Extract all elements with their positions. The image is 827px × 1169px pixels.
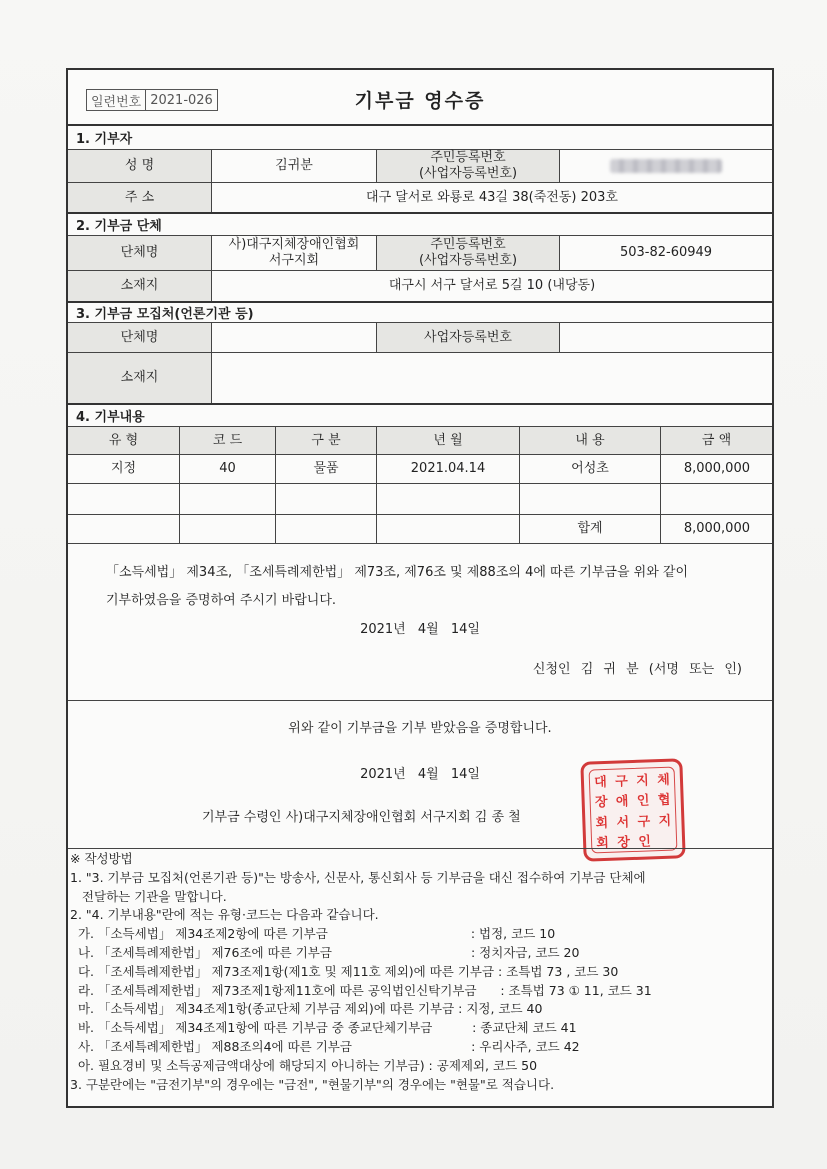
org-location-label: 소재지 — [68, 271, 211, 301]
seal-char: 장 — [617, 835, 631, 851]
notes-line: 3. 구분란에는 "금전기부"의 경우에는 "금전", "현물기부"의 경우에는 "현물"로 적습니다. — [70, 1076, 555, 1092]
receipt-date: 2021년 4월 14일 — [360, 767, 480, 782]
notes-line: 라. 「조세특례제한법」 제73조제1항제11호에 따른 공익법인신탁기부금 : 조특법 73 ① 11, 코드 31 — [70, 982, 652, 998]
donor-name-label: 성 명 — [68, 150, 211, 182]
org-id-label — [377, 236, 559, 270]
notes-line: 나. 「조세특례제한법」 제76조에 따른 기부금 : 정치자금, 코드 20 — [70, 944, 580, 960]
org-name-label: 단체명 — [68, 236, 211, 270]
row1-code: 40 — [219, 461, 236, 476]
total-value: 8,000,000 — [683, 521, 750, 536]
seal-characters — [589, 767, 678, 854]
col-header-code: 코 드 — [180, 427, 275, 454]
seal-char: 인 — [638, 834, 652, 851]
section2-heading: 2. 기부금 단체 — [76, 218, 162, 234]
donation-receipt-form — [66, 68, 774, 1108]
notes-line: 사. 「조세특례제한법」 제88조의4에 따른 기부금 : 우리사주, 코드 42 — [70, 1038, 580, 1054]
col-header-amount: 금 액 — [661, 427, 772, 454]
collector-name-label: 단체명 — [68, 323, 211, 352]
row1-category: 물품 — [313, 461, 339, 476]
seal-char: 구 — [614, 773, 629, 790]
org-name-line1: 사)대구지체장애인협회 — [228, 237, 360, 252]
official-seal-stamp — [580, 758, 685, 861]
col-header-date: 년 월 — [377, 427, 519, 454]
notes-line: 1. "3. 기부금 모집처(언론기관 등)"는 방송사, 신문사, 통신회사 등 기부금을 대신 접수하여 기부금 단체에 — [70, 869, 646, 885]
seal-char: 인 — [636, 793, 650, 810]
notes-line: 전달하는 기관을 말합니다. — [70, 888, 227, 904]
collector-location-label: 소재지 — [68, 353, 211, 403]
row1-type: 지정 — [110, 461, 137, 476]
row1-content: 어성초 — [571, 461, 609, 476]
org-name-line2: 서구지회 — [268, 253, 320, 268]
org-id-value: 503-82-60949 — [619, 245, 713, 260]
seal-char: 구 — [637, 814, 651, 830]
row1-date: 2021.04.14 — [410, 461, 486, 476]
section1-heading: 1. 기부자 — [76, 131, 133, 147]
writing-instructions — [70, 850, 770, 1094]
seal-char: 대 — [593, 774, 608, 791]
seal-char: 장 — [594, 795, 608, 811]
donor-address-value: 대구 달서로 와룡로 43길 38(죽전동) 203호 — [366, 189, 618, 205]
notes-line: 바. 「소득세법」 제34조제1항에 따른 기부금 중 종교단체기부금 : 종교단체 코드 41 — [70, 1020, 577, 1036]
section4-heading: 4. 기부내용 — [76, 409, 145, 425]
notes-line: 가. 「소득세법」 제34조제2항에 따른 기부금 : 법정, 코드 10 — [70, 926, 556, 942]
serial-label: 일련번호 — [91, 94, 142, 110]
donor-address-label: 주 소 — [68, 183, 211, 212]
notes-heading: ※ 작성방법 — [70, 851, 133, 866]
seal-char: 지 — [635, 773, 650, 789]
page-title: 기부금 영수증 — [354, 90, 486, 112]
cert-line1: 「소득세법」 제34조, 「조세특례제한법」 제73조, 제76조 및 제88조의 4에 따른 기부금을 위와 같이 — [106, 565, 689, 580]
cert-date: 2021년 4월 14일 — [360, 622, 480, 637]
col-header-category: 구 분 — [276, 427, 376, 454]
section3-heading: 3. 기부금 모집처(언론기관 등) — [76, 306, 254, 322]
col-header-type: 유 형 — [68, 427, 179, 454]
seal-char: 지 — [658, 813, 672, 829]
recipient-line: 기부금 수령인 사)대구지체장애인협회 서구지회 김 종 철 — [202, 810, 521, 825]
seal-char: 서 — [616, 814, 630, 831]
seal-char: 회 — [595, 815, 609, 832]
total-label: 합계 — [577, 521, 603, 536]
donor-id-label-line2: (사업자등록번호) — [418, 166, 518, 181]
notes-line: 아. 필요경비 및 소득공제금액대상에 해당되지 아니하는 기부금) : 공제제외, 코드 50 — [70, 1057, 538, 1073]
collector-biz-label: 사업자등록번호 — [377, 323, 559, 352]
org-location-value: 대구시 서구 달서로 5길 10 (내당동) — [388, 278, 596, 293]
cert-line2: 기부하였음을 증명하여 주시기 바랍니다. — [106, 593, 337, 608]
seal-char: 애 — [615, 794, 629, 810]
donor-name-value: 김귀분 — [275, 158, 313, 173]
donor-id-label-line1: 주민등록번호 — [430, 150, 506, 165]
row1-amount: 8,000,000 — [683, 461, 750, 476]
donor-id-label — [377, 150, 559, 182]
applicant-signature: 신청인 김 귀 분 (서명 또는 인) — [532, 662, 742, 677]
receipt-line: 위와 같이 기부금을 기부 받았음을 증명합니다. — [288, 721, 552, 736]
col-header-content: 내 용 — [520, 427, 660, 454]
seal-char: 회 — [596, 836, 610, 852]
notes-line: 다. 「조세특례제한법」 제73조제1항(제1호 및 제11호 제외)에 따른 기부금 : 조특법 73 , 코드 30 — [70, 963, 619, 979]
org-id-label-line1: 주민등록번호 — [430, 237, 506, 252]
org-id-label-line2: (사업자등록번호) — [418, 253, 518, 268]
seal-char: 협 — [657, 792, 671, 809]
donor-id-redacted — [560, 150, 772, 182]
notes-line: 2. "4. 기부내용"란에 적는 유형·코드는 다음과 같습니다. — [70, 907, 379, 923]
notes-line: 마. 「소득세법」 제34조제1항(종교단체 기부금 제외)에 따른 기부금 : 지정, 코드 40 — [70, 1001, 543, 1017]
seal-char: 체 — [656, 772, 671, 788]
org-name-value — [212, 236, 376, 270]
serial-value: 2021-026 — [145, 90, 217, 110]
